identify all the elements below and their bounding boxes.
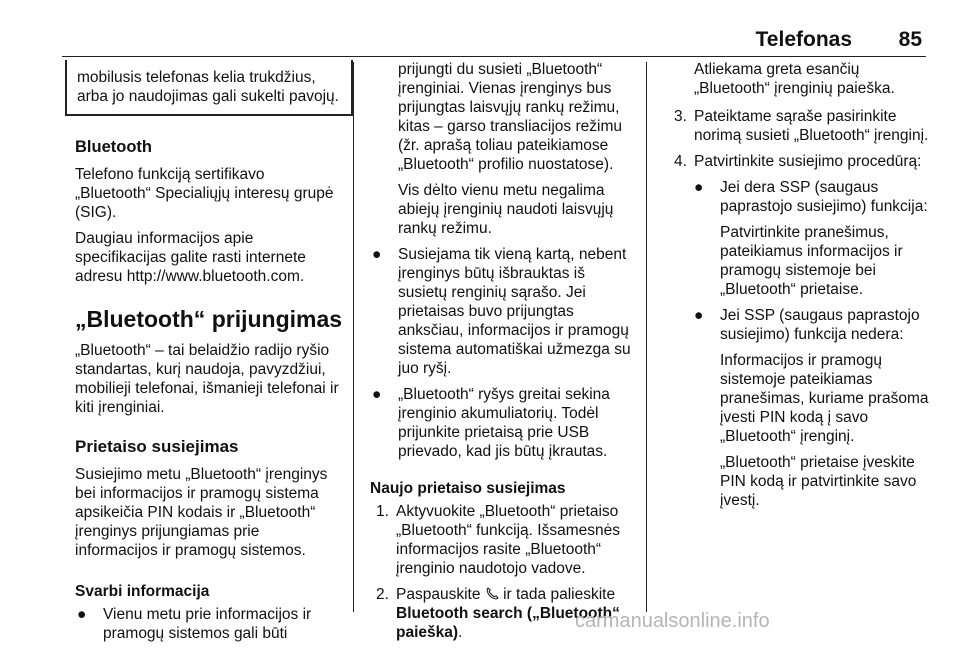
list-item-text: Susiejama tik vieną kartą, nebent įrenginys būtų išbrauktas iš susietų renginių sąrašo. Jei prietaisas buvo prijungtas anksčiau, informacijos ir pramogų sistema automatiškai užmezga su juo ryšį.: [398, 246, 631, 377]
step-text: Aktyvuokite „Bluetooth“ prietaiso „Bluetooth“ funkciją. Išsamesnės informacijos rasite „Bluetooth“ įrenginio naudotojo vadove.: [396, 503, 620, 577]
numbered-step: [668, 152, 930, 171]
numbered-step: [668, 107, 930, 145]
step-text: Pateiktame sąraše pasirinkite norimą susieti „Bluetooth“ įrenginį.: [694, 108, 929, 144]
paragraph: Vis dėlto vienu metu negalima abiejų įrenginių naudoti laisvųjų rankų režimu.: [398, 182, 614, 237]
column-divider: [353, 62, 354, 612]
page-number: 85: [898, 28, 922, 51]
column-right: [668, 60, 930, 517]
list-item-text: Vienu metu prie informacijos ir pramogų sistemos gali būti: [103, 606, 312, 642]
paragraph: Daugiau informacijos apie specifikacijas galite rasti internete adresu http://www.bluetooth.com.: [75, 230, 306, 285]
header-title: Telefonas: [755, 28, 852, 51]
list-item: [692, 178, 930, 216]
header-rule: [62, 56, 926, 57]
subsection-heading: Naujo prietaiso susiejimas: [370, 480, 566, 497]
section-heading-bluetooth: Bluetooth: [75, 138, 152, 156]
list-item-text: Jei dera SSP (saugaus paprastojo susiejimo) funkcija:: [720, 179, 928, 215]
step-text: Paspauskite: [396, 586, 481, 603]
warning-box: [65, 60, 353, 116]
bullet-icon: ●: [77, 606, 87, 623]
page-header: [0, 0, 960, 62]
bullet-icon: ●: [372, 386, 382, 403]
paragraph: Informacijos ir pramogų sistemoje pateikiamas pranešimas, kuriame prašoma įvesti PIN kodą į savo „Bluetooth“ įrenginį.: [720, 352, 929, 445]
bullet-icon: ●: [372, 246, 382, 263]
step-text-end: .: [458, 624, 463, 641]
chapter-heading: „Bluetooth“ prijungimas: [75, 306, 343, 332]
list-item: [75, 605, 343, 643]
warning-text: mobilusis telefonas kelia trukdžius, arba jo naudojimas gali sukelti pavojų.: [77, 69, 339, 105]
paragraph: Atliekama greta esančių „Bluetooth“ įrenginių paieška.: [694, 61, 895, 97]
paragraph: Susiejimo metu „Bluetooth“ įrenginys bei informacijos ir pramogų sistema apsikeičia PIN kodais ir „Bluetooth“ įrenginys prijungiamas prie informacijos ir pramogų sistemos.: [75, 466, 328, 559]
step-number: 1.: [376, 503, 389, 520]
step-continuation: [668, 60, 930, 98]
numbered-step: [370, 502, 635, 578]
watermark: carmanualsonline.info: [575, 610, 770, 632]
list-item-continuation: [692, 223, 930, 299]
column-divider: [646, 62, 647, 612]
ui-label-bluetooth-search: Bluetooth search („Bluetooth“ paieška): [396, 605, 620, 641]
column-middle: [370, 60, 635, 649]
list-item-text: Jei SSP (saugaus paprastojo susiejimo) funkcija nedera:: [720, 307, 920, 343]
step-number: 4.: [674, 153, 687, 170]
step-number: 3.: [674, 108, 687, 125]
step-number: 2.: [376, 586, 389, 603]
list-item-continuation: [692, 453, 930, 510]
list-item: [692, 306, 930, 344]
paragraph: Patvirtinkite pranešimus, pateikiamus informacijos ir pramogų sistemoje bei „Bluetooth“ prietaise.: [720, 224, 903, 298]
paragraph: „Bluetooth“ prietaise įveskite PIN kodą ir patvirtinkite savo įvestį.: [720, 454, 917, 509]
column-left: [75, 60, 343, 650]
list-item: [370, 245, 635, 378]
important-heading: Svarbi informacija: [75, 583, 210, 600]
phone-handset-icon: [485, 587, 499, 601]
step-text: ir tada palieskite: [503, 586, 616, 603]
list-item-continuation: [370, 181, 635, 238]
paragraph: prijungti du susieti „Bluetooth“ įrenginiai. Vienas įrenginys bus prijungtas laisvųjų rankų režimu, kitas – garso transliacijos režimu (žr. aprašą toliau pateikiamose „Bluetooth“ profilio nuostatose).: [398, 61, 622, 173]
subsection-heading: Prietaiso susiejimas: [75, 437, 239, 456]
step-text: Patvirtinkite susiejimo procedūrą:: [694, 153, 922, 170]
list-item: [370, 385, 635, 461]
paragraph: Telefono funkciją sertifikavo „Bluetooth“ Specialiųjų interesų grupė (SIG).: [75, 166, 334, 221]
list-item-continuation: [692, 351, 930, 446]
list-item-text: „Bluetooth“ ryšys greitai sekina įrenginio akumuliatorių. Todėl prijunkite prietaisą prie USB prievado, kad jis būtų įkrautas.: [398, 386, 610, 460]
paragraph: „Bluetooth“ – tai belaidžio radijo ryšio standartas, kurį naudoja, pavyzdžiui, mobilieji telefonai, išmanieji telefonai ir kiti įrenginiai.: [75, 342, 339, 416]
bullet-icon: ●: [694, 307, 704, 324]
list-item-continuation: [370, 60, 635, 174]
bullet-icon: ●: [694, 179, 704, 196]
